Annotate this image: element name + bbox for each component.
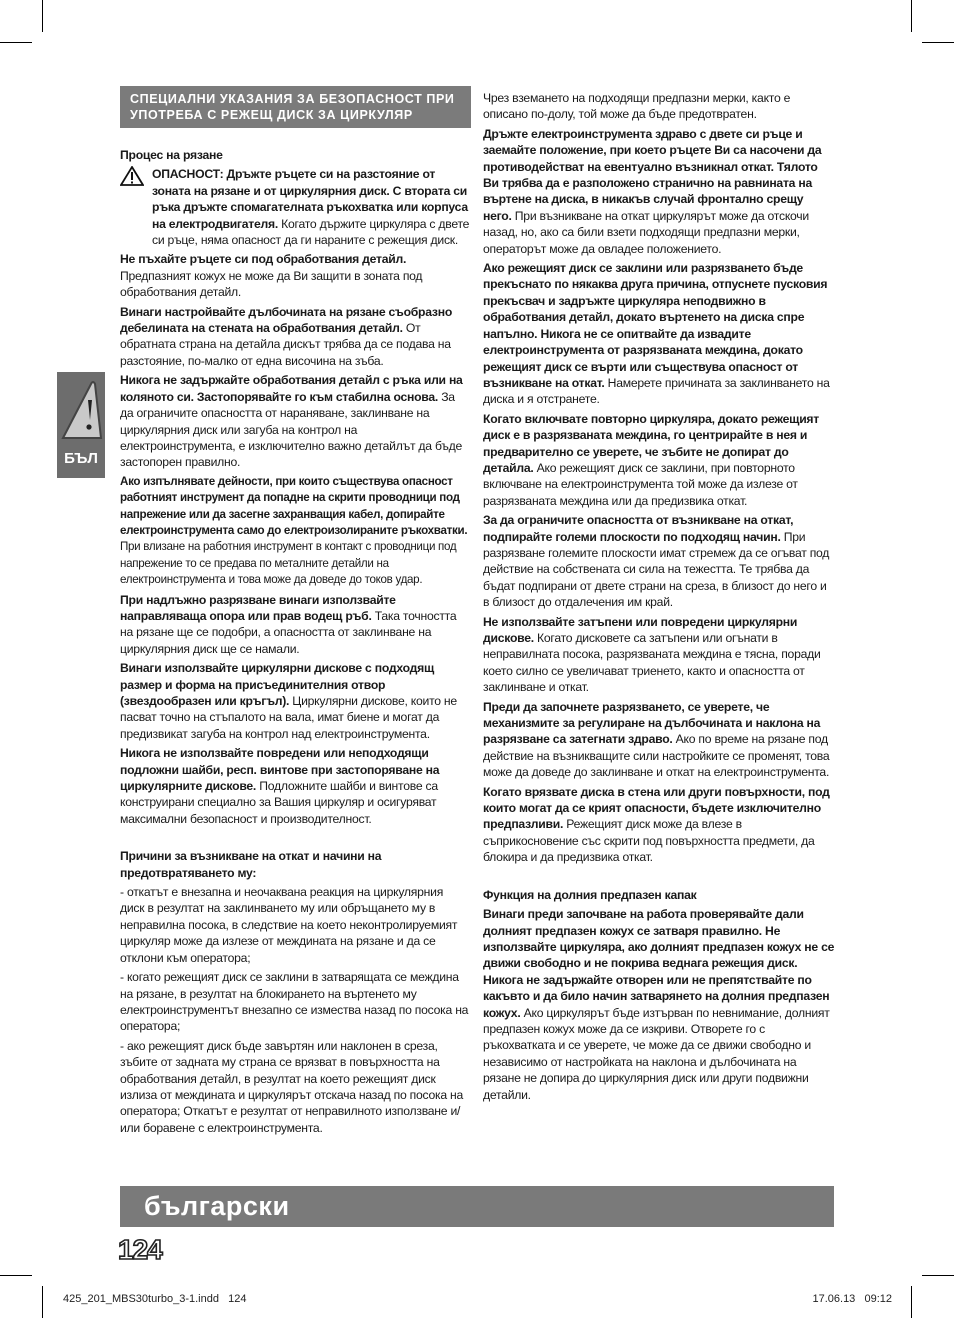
section-header-line: УПОТРЕБА С РЕЖЕЩ ДИСК ЗА ЦИРКУЛЯР [130, 108, 413, 122]
paragraph-text: Така точността на рязане ще се подобри, а опасността от заклинване на циркулярния диск ще се намали. [120, 608, 457, 656]
crop-mark [42, 0, 43, 32]
paragraph-bold: Винаги настройвайте дълбочината на рязане съобразно дебелината на стената на обработвания детайл. [120, 304, 453, 336]
language-bar: български [120, 1186, 834, 1227]
paragraph [483, 699, 835, 781]
paragraph [120, 251, 470, 300]
crop-mark [922, 42, 954, 43]
footer-date: 17.06.13 09:12 [812, 1293, 892, 1305]
paragraph-text: Ако по време на рязане под действие на възникващите сили настройките се променят, това може да доведе до заклинване и откат на електроинструмента. [483, 732, 830, 780]
paragraph-bold: Когато включвате повторно циркуляра, докато режещият диск е в разрязваната междина, го центрирайте в нея и предварително се уверете, че зъбите не допират до детайла. [483, 411, 820, 475]
crop-mark [922, 1275, 954, 1276]
paragraph-bold: Винаги преди започване на работа проверявайте дали долният предпазен кожух се затваря правилно. Не използвайте циркуляра, ако долният предпазен кожух не се движи свободно и не покрива веднага режещия диск. Никога не задържайте отворен или не препятствайте по какъвто и да било начин затварянето на долния предпазен кожух. [483, 907, 835, 1020]
paragraph-bold: Дръжте електроинструмента здраво с двете си ръце и заемайте положение, при което ръцете Ви са насочени да противодействат на евентуално възникнал откат. Тялото Ви трябва да е разположено странично на равнината на въртене на диска, в никакъв случай фронтално срещу него. [483, 126, 822, 223]
paragraph [483, 784, 835, 866]
paragraph [120, 745, 470, 827]
paragraph [483, 512, 835, 610]
danger-triangle-icon [120, 166, 144, 186]
paragraph-text: Когато дисковете са затъпени или огънати в неправилната посока, разрязваната междина е тясна, поради което силно се увеличават триенето, както и опасността от заклинване и откат. [483, 631, 821, 695]
paragraph-bold: Не пъхайте ръцете си под обработвания детайл. [120, 252, 407, 267]
paragraph-text: Подложните шайби и винтове са конструирани специално за Вашия циркуляр и осигуряват максимални безопасност и производителност. [120, 779, 438, 826]
warning-icon [57, 374, 105, 450]
paragraph [483, 906, 835, 1103]
paragraph-text: При влизане на работния инструмент в контакт с проводници под напрежение то се предава по металните детайли на електроинструмента и това може да доведе до токов удар. [120, 540, 457, 587]
paragraph [120, 372, 470, 470]
section-heading: Функция на долния предпазен капак [483, 887, 697, 902]
paragraph-text: От обратната страна на детайла дискът трябва да се подава на разстояние, по-малко от една височина на зъба. [120, 321, 451, 368]
section-heading: Причини за възникване на откат и начини на предотвратяването му: [120, 849, 382, 880]
bullet-item: - откатът е внезапна и неочаквана реакция на циркулярния диск в резултат на заклинването му или обръщането му в неправилна посока, в следствие на което неконтролируемият циркуляр може да излезе от междината на рязане и да се отклони към оператора; [120, 885, 458, 965]
crop-mark [42, 1286, 43, 1318]
crop-mark [0, 1275, 32, 1276]
section-header-line: СПЕЦИАЛНИ УКАЗАНИЯ ЗА БЕЗОПАСНОСТ ПРИ [130, 92, 455, 106]
paragraph-text: Предпазният кожух не може да Ви защити в зоната под обработвания детайл. [120, 268, 423, 300]
paragraph-text: При възникване на откат циркулярът може да отскочи назад, но, ако са били взети подходящи предпазни мерки, операторът може да овладее положението. [483, 208, 809, 256]
danger-paragraph [120, 166, 470, 251]
paragraph-text: Чрез вземането на подходящи предпазни мерки, както е описано по-долу, той може да бъде предотвратен. [483, 91, 791, 122]
paragraph [483, 614, 835, 696]
page-number: 124 [118, 1234, 162, 1265]
paragraph-bold: Ако режещият диск се заклини или разрязването бъде прекъснато по някаква друга причина, отпуснете пусковия прекъсвач и задръжте циркуляра неподвижно в обработвания детайл, докато въртенето на диска спре напълно. Никога не се опитвайте да извадите електроинструмента от разрязваната междина, докато режещият диск се върти или съществува опасност от възникване на откат. [483, 261, 828, 390]
paragraph-text: При разрязване големите плоскости имат стремеж да се огъват под действие на собствената си сила на тежестта. Те трябва да бъдат подпирани от двете страни на среза, в близост до него и в близост до отдалечения им край. [483, 529, 830, 610]
paragraph-text: Ако циркулярът бъде изтърван по невнимание, долният предпазен кожух може да се изкриви. Отворете го с ръкохватката и се уверете, че може да се движи свободно и независимо от настройката на наклона и дълбочината на рязане не допира до циркулярния диск или други подвижни детайли. [483, 1005, 830, 1102]
paragraph-bold: ОПАСНОСТ: Дръжте ръцете си на разстояние от зоната на рязане и от циркулярния диск. С втората си ръка дръжте спомагателната ръкохватка или корпуса на електродвигателя. [152, 167, 468, 231]
bullet-item: - ако режещият диск бъде завъртян или наклонен в среза, зъбите от задната му страна се врязват в повърхността на обработвания детайл, в резултат на което режещият диск излиза от междината и циркулярът отскача назад по посока на оператора; Откатът е резултат от неправилното използване и/или боравене с електроинструмента. [120, 1038, 464, 1135]
paragraph-bold: Не използвайте затъпени или повредени циркулярни дискове. [483, 614, 798, 645]
spacer [120, 830, 470, 844]
paragraph [483, 411, 835, 509]
paragraph-text: Когато държите циркуляра с двете си ръце, няма опасност да ги нараните с режещия диск. [152, 216, 470, 248]
right-column [483, 90, 835, 1106]
paragraph-text: За да ограничите опасността от нараняване, заклинване на циркулярния диск или загуба на контрол на електроинструмента, е изключително важно детайлът да бъде застопорен правилно. [120, 389, 463, 470]
crop-mark [0, 42, 32, 43]
paragraph [483, 260, 835, 408]
language-side-tab [57, 372, 105, 478]
paragraph [120, 304, 470, 370]
section-header [120, 86, 471, 128]
paragraph-bold: Ако изпълнявате дейности, при които съществува опасност работният инструмент да попадне на скрити проводници под напрежение или да засегне захранващия кабел, допирайте електроинструмента само до електроизолираните ръкохватки. [120, 474, 468, 537]
paragraph-bold: Когато врязвате диска в стена или други повърхности, под които могат да се крият опасности, бъдете изключително предпазливи. [483, 784, 830, 832]
language-tab-label: БЪЛ [64, 450, 98, 467]
paragraph-bold: Преди да започнете разрязването, се уверете, че механизмите за регулиране на дълбочината и наклона на разрязване са затегнати здраво. [483, 699, 821, 747]
paragraph [483, 126, 835, 257]
paragraph-bold: Никога не задържайте обработвания детайл с ръка или на коляното си. Застопорявайте го към стабилна основа. [120, 373, 463, 404]
paragraph-text: Циркулярни дискове, които не пасват точно на стъпалото на вала, имат биене и могат да предизвикат загуба на контрол над електроинструмента. [120, 694, 457, 741]
paragraph-bold: Винаги използвайте циркулярни дискове с подходящ размер и форма на присъединителния отвор (звездообразен или кръгъл). [120, 661, 434, 708]
crop-mark [911, 1286, 912, 1318]
paragraph [120, 592, 470, 658]
paragraph [120, 474, 470, 589]
paragraph-bold: Никога не използвайте повредени или неподходящи подложни шайби, респ. винтове при застопоряване на циркулярните дискове. [120, 746, 440, 794]
section-heading: Процес на рязане [120, 148, 223, 162]
paragraph [120, 660, 470, 742]
paragraph-text: Режещият диск може да влезе в съприкосновение със скрити под повърхността предмети, да блокира и да предизвика откат. [483, 817, 815, 865]
paragraph-bold: При надлъжно разрязване винаги използвайте направляваща опора или прав водещ ръб. [120, 592, 396, 623]
paragraph-text: Намерете причината за заклинването на диска и я отстранете. [483, 375, 830, 407]
crop-mark [911, 0, 912, 32]
bullet-item: - когато режещият диск се заклини в затварящата се междина на рязане, в резултат на блокирането на въртенето му електроинструментът внезапно се измества назад по посока на оператора; [120, 970, 469, 1034]
left-column [120, 143, 470, 1139]
paragraph-bold: За да ограничите опасността от възникване на откат, подпирайте големи плоскости по подходящ начин. [483, 513, 794, 544]
footer-file-info: 425_201_MBS30turbo_3-1.indd 124 [63, 1293, 247, 1305]
paragraph-text: Ако режещият диск се заклини, при повторното включване на електроинструмента той може да излезе от разрязваната междина или да предизвика откат. [483, 460, 798, 508]
spacer [483, 869, 835, 883]
